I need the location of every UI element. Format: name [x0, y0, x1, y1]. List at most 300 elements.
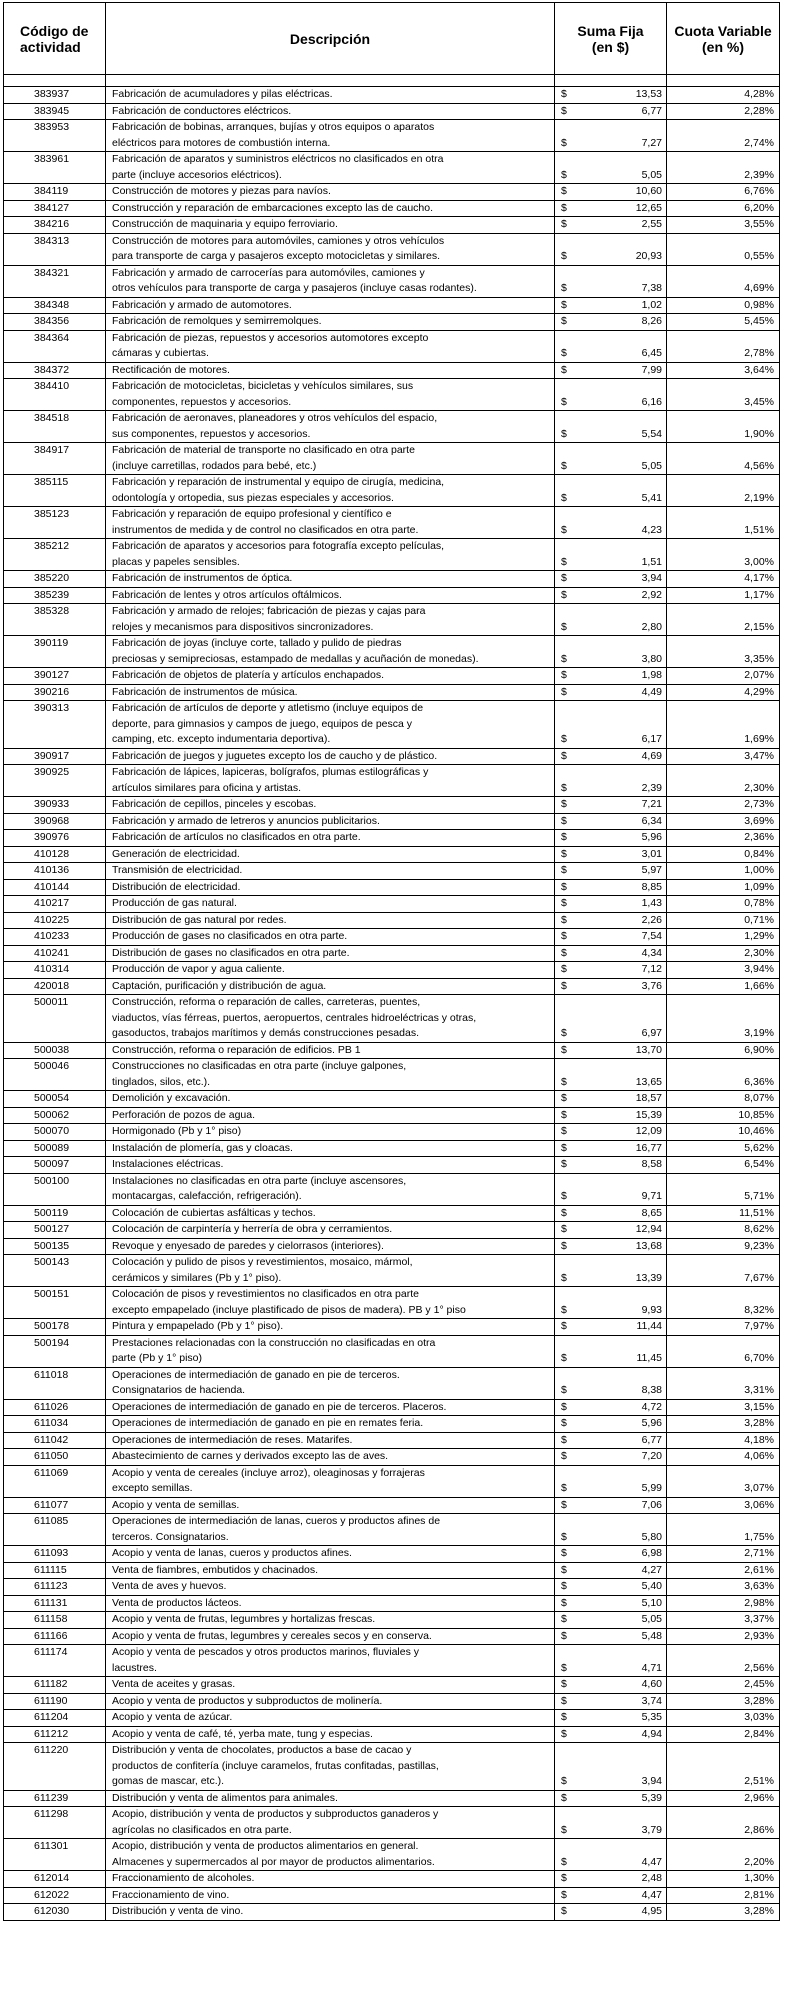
activity-code-cell: 611182 — [4, 1677, 106, 1694]
activity-code-cell: 611123 — [4, 1579, 106, 1596]
fixed-amount-cell — [555, 896, 667, 913]
variable-rate-cell: 2,30% — [667, 765, 780, 797]
currency-symbol: $ — [561, 1791, 567, 1804]
description-cell: Producción de gases no clasificados en otra parte. — [106, 929, 555, 946]
fixed-amount-cell — [555, 152, 667, 184]
fixed-amount-cell — [555, 1839, 667, 1871]
description-cell: Construcción de motores y piezas para navíos. — [106, 184, 555, 201]
variable-rate-cell: 2,81% — [667, 1887, 780, 1904]
fixed-amount-cell — [555, 1514, 667, 1546]
variable-rate-cell: 3,28% — [667, 1904, 780, 1921]
activity-code-cell: 500143 — [4, 1255, 106, 1287]
activity-code-cell: 611166 — [4, 1628, 106, 1645]
description-cell: Fabricación de piezas, repuestos y accesorios automotores excepto cámaras y cubiertas. — [106, 330, 555, 362]
table-row — [4, 571, 780, 588]
description-cell: Acopio y venta de cereales (incluye arroz), oleaginosas y forrajeras excepto semillas. — [106, 1465, 555, 1497]
fixed-amount-value: 3,80 — [641, 652, 662, 665]
variable-rate-cell: 3,37% — [667, 1612, 780, 1629]
variable-rate-cell: 2,51% — [667, 1743, 780, 1791]
variable-rate-cell: 2,15% — [667, 604, 780, 636]
activity-code-cell: 384410 — [4, 379, 106, 411]
activity-rates-table — [3, 2, 780, 1921]
description-cell: Fabricación de bobinas, arranques, bujías y otros equipos o aparatos eléctricos para motores de combustión interna. — [106, 120, 555, 152]
description-cell: Demolición y excavación. — [106, 1091, 555, 1108]
description-cell: Acopio y venta de productos y subproductos de molinería. — [106, 1693, 555, 1710]
currency-symbol: $ — [561, 1433, 567, 1446]
description-cell: Producción de gas natural. — [106, 896, 555, 913]
table-row — [4, 962, 780, 979]
table-row — [4, 1238, 780, 1255]
fixed-amount-value: 18,57 — [635, 1092, 662, 1104]
table-row — [4, 1726, 780, 1743]
currency-symbol: $ — [561, 1239, 567, 1252]
variable-rate-cell: 1,00% — [667, 863, 780, 880]
variable-rate-cell: 2,30% — [667, 945, 780, 962]
description-cell: Fabricación de acumuladores y pilas eléctricas. — [106, 87, 555, 104]
table-row — [4, 1432, 780, 1449]
description-cell: Acopio, distribución y venta de productos y subproductos ganaderos y agrícolas no clasificados en otra parte. — [106, 1807, 555, 1839]
activity-code-cell: 500135 — [4, 1238, 106, 1255]
currency-symbol: $ — [561, 798, 567, 810]
table-row — [4, 1091, 780, 1108]
fixed-amount-value: 3,79 — [641, 1823, 662, 1836]
currency-symbol: $ — [561, 1727, 567, 1740]
description-cell: Construcción, reforma o reparación de calles, carreteras, puentes, viaductos, vías férreas, puertos, aeropuertos, centrales hidroeléctricas y otras, gasoductos, trabajos marítimos y demás construcciones pesadas. — [106, 995, 555, 1043]
variable-rate-cell: 2,78% — [667, 330, 780, 362]
fixed-amount-value: 3,94 — [641, 572, 662, 584]
table-row — [4, 1465, 780, 1497]
description-cell: Acopio y venta de azúcar. — [106, 1710, 555, 1727]
currency-symbol: $ — [561, 979, 567, 992]
fixed-amount-cell — [555, 879, 667, 896]
currency-symbol: $ — [561, 218, 567, 230]
table-row — [4, 863, 780, 880]
fixed-amount-value: 13,65 — [635, 1075, 662, 1088]
activity-code-cell: 612022 — [4, 1887, 106, 1904]
table-row — [4, 929, 780, 946]
activity-code-cell: 611131 — [4, 1595, 106, 1612]
activity-code-cell: 383937 — [4, 87, 106, 104]
activity-code-cell: 500100 — [4, 1173, 106, 1205]
variable-rate-cell: 6,36% — [667, 1059, 780, 1091]
fixed-amount-cell — [555, 1612, 667, 1629]
variable-rate-cell: 3,45% — [667, 379, 780, 411]
currency-symbol: $ — [561, 814, 567, 827]
description-cell: Fabricación de lentes y otros artículos oftálmicos. — [106, 587, 555, 604]
table-row — [4, 701, 780, 749]
fixed-amount-cell — [555, 684, 667, 701]
fixed-amount-cell — [555, 1595, 667, 1612]
header-activity-code: Código de actividad — [4, 3, 106, 75]
variable-rate-cell: 3,28% — [667, 1693, 780, 1710]
currency-symbol: $ — [561, 749, 567, 762]
variable-rate-cell: 8,07% — [667, 1091, 780, 1108]
fixed-amount-value: 12,94 — [635, 1223, 662, 1235]
variable-rate-cell: 4,56% — [667, 443, 780, 475]
activity-code-cell: 384348 — [4, 297, 106, 314]
fixed-amount-value: 5,99 — [641, 1482, 662, 1494]
description-cell: Operaciones de intermediación de ganado en pie de terceros. Placeros. — [106, 1399, 555, 1416]
currency-symbol: $ — [561, 1223, 567, 1235]
description-cell: Operaciones de intermediación de ganado en pie de terceros. Consignatarios de hacienda. — [106, 1367, 555, 1399]
table-row — [4, 314, 780, 331]
activity-code-cell: 410217 — [4, 896, 106, 913]
fixed-amount-cell — [555, 587, 667, 604]
fixed-amount-cell — [555, 120, 667, 152]
currency-symbol: $ — [561, 395, 567, 408]
currency-symbol: $ — [561, 1629, 567, 1642]
description-cell: Construcciones no clasificadas en otra parte (incluye galpones, tinglados, silos, etc.). — [106, 1059, 555, 1091]
fixed-amount-cell — [555, 1238, 667, 1255]
table-row — [4, 846, 780, 863]
fixed-amount-cell — [555, 1416, 667, 1433]
table-row — [4, 636, 780, 668]
variable-rate-cell: 4,17% — [667, 571, 780, 588]
description-cell: Perforación de pozos de agua. — [106, 1107, 555, 1124]
table-row — [4, 1205, 780, 1222]
variable-rate-cell: 2,45% — [667, 1677, 780, 1694]
variable-rate-cell: 2,71% — [667, 1546, 780, 1563]
fixed-amount-value: 2,92 — [641, 588, 662, 601]
fixed-amount-cell — [555, 1335, 667, 1367]
fixed-amount-value: 13,70 — [635, 1043, 662, 1056]
activity-code-cell: 611085 — [4, 1514, 106, 1546]
currency-symbol: $ — [561, 1417, 567, 1429]
table-row — [4, 587, 780, 604]
fixed-amount-value: 8,26 — [641, 315, 662, 327]
description-cell: Colocación de carpintería y herrería de obra y cerramientos. — [106, 1222, 555, 1239]
description-cell: Fabricación de juegos y juguetes excepto los de caucho y de plástico. — [106, 748, 555, 765]
fixed-amount-cell — [555, 1319, 667, 1336]
fixed-amount-cell — [555, 863, 667, 880]
currency-symbol: $ — [561, 104, 567, 117]
description-cell: Abastecimiento de carnes y derivados excepto las de aves. — [106, 1449, 555, 1466]
currency-symbol: $ — [561, 1125, 567, 1137]
fixed-amount-value: 2,55 — [641, 218, 662, 230]
fixed-amount-value: 7,54 — [641, 930, 662, 942]
description-cell: Instalaciones eléctricas. — [106, 1157, 555, 1174]
currency-symbol: $ — [561, 1271, 567, 1284]
table-row — [4, 1887, 780, 1904]
currency-symbol: $ — [561, 1027, 567, 1039]
table-row — [4, 233, 780, 265]
activity-code-cell: 390933 — [4, 797, 106, 814]
variable-rate-cell: 1,17% — [667, 587, 780, 604]
activity-code-cell: 390313 — [4, 701, 106, 749]
fixed-amount-value: 8,85 — [641, 880, 662, 893]
description-cell: Producción de vapor y agua caliente. — [106, 962, 555, 979]
table-row — [4, 1546, 780, 1563]
currency-symbol: $ — [561, 1905, 567, 1917]
table-row — [4, 1042, 780, 1059]
currency-symbol: $ — [561, 1141, 567, 1154]
currency-symbol: $ — [561, 831, 567, 843]
table-row — [4, 1399, 780, 1416]
fixed-amount-value: 15,39 — [635, 1108, 662, 1121]
description-cell: Distribución y venta de vino. — [106, 1904, 555, 1921]
currency-symbol: $ — [561, 250, 567, 262]
fixed-amount-value: 4,34 — [641, 946, 662, 959]
fixed-amount-cell — [555, 1059, 667, 1091]
fixed-amount-value: 4,60 — [641, 1678, 662, 1690]
variable-rate-cell: 5,62% — [667, 1140, 780, 1157]
currency-symbol: $ — [561, 282, 567, 294]
currency-symbol: $ — [561, 1596, 567, 1609]
fixed-amount-cell — [555, 1628, 667, 1645]
fixed-amount-cell — [555, 1645, 667, 1677]
fixed-amount-value: 5,10 — [641, 1596, 662, 1609]
currency-symbol: $ — [561, 1661, 567, 1674]
fixed-amount-value: 6,34 — [641, 814, 662, 827]
activity-code-cell: 383961 — [4, 152, 106, 184]
variable-rate-cell: 5,71% — [667, 1173, 780, 1205]
fixed-amount-cell — [555, 1107, 667, 1124]
variable-rate-cell: 3,06% — [667, 1497, 780, 1514]
description-cell: Venta de aceites y grasas. — [106, 1677, 555, 1694]
description-cell: Operaciones de intermediación de reses. Matarifes. — [106, 1432, 555, 1449]
variable-rate-cell: 3,94% — [667, 962, 780, 979]
fixed-amount-value: 5,41 — [641, 491, 662, 504]
currency-symbol: $ — [561, 315, 567, 327]
fixed-amount-value: 7,99 — [641, 363, 662, 376]
currency-symbol: $ — [561, 781, 567, 794]
variable-rate-cell: 3,31% — [667, 1367, 780, 1399]
activity-code-cell: 384119 — [4, 184, 106, 201]
description-cell: Venta de productos lácteos. — [106, 1595, 555, 1612]
fixed-amount-value: 10,60 — [635, 185, 662, 197]
fixed-amount-cell — [555, 1677, 667, 1694]
activity-code-cell: 390925 — [4, 765, 106, 797]
variable-rate-cell: 2,84% — [667, 1726, 780, 1743]
activity-code-cell: 383945 — [4, 103, 106, 120]
fixed-amount-cell — [555, 87, 667, 104]
header-fixed-amount: Suma Fija (en $) — [555, 3, 667, 75]
description-cell: Fabricación de aparatos y suministros eléctricos no clasificados en otra parte (incluye accesorios eléctricos). — [106, 152, 555, 184]
table-header — [4, 3, 780, 75]
activity-code-cell: 500194 — [4, 1335, 106, 1367]
currency-symbol: $ — [561, 572, 567, 584]
currency-symbol: $ — [561, 1823, 567, 1836]
currency-symbol: $ — [561, 1303, 567, 1316]
fixed-amount-cell — [555, 846, 667, 863]
activity-code-cell: 611220 — [4, 1743, 106, 1791]
table-row — [4, 1693, 780, 1710]
variable-rate-cell: 3,63% — [667, 1579, 780, 1596]
activity-code-cell: 385328 — [4, 604, 106, 636]
fixed-amount-value: 5,05 — [641, 168, 662, 181]
description-cell: Instalación de plomería, gas y cloacas. — [106, 1140, 555, 1157]
description-cell: Distribución de gases no clasificados en otra parte. — [106, 945, 555, 962]
variable-rate-cell: 2,74% — [667, 120, 780, 152]
description-cell: Fabricación de joyas (incluye corte, tallado y pulido de piedras preciosas y semipreciosas, estampado de medallas y acuñación de monedas). — [106, 636, 555, 668]
variable-rate-cell: 4,28% — [667, 87, 780, 104]
table-row — [4, 1677, 780, 1694]
activity-code-cell: 611298 — [4, 1807, 106, 1839]
activity-code-cell: 410128 — [4, 846, 106, 863]
fixed-amount-value: 12,65 — [635, 201, 662, 214]
description-cell: Colocación de pisos y revestimientos no clasificados en otra parte excepto empapelado (incluye plastificado de pisos de madera). PB y 1° piso — [106, 1287, 555, 1319]
fixed-amount-cell — [555, 314, 667, 331]
fixed-amount-value: 7,06 — [641, 1498, 662, 1511]
fixed-amount-value: 2,39 — [641, 781, 662, 794]
description-cell: Fabricación de aparatos y accesorios para fotografía excepto películas, placas y papeles sensibles. — [106, 539, 555, 571]
table-row — [4, 1807, 780, 1839]
fixed-amount-cell — [555, 1287, 667, 1319]
fixed-amount-cell — [555, 1871, 667, 1888]
activity-code-cell: 611115 — [4, 1562, 106, 1579]
table-row — [4, 1059, 780, 1091]
variable-rate-cell: 2,56% — [667, 1645, 780, 1677]
description-cell: Construcción y reparación de embarcaciones excepto las de caucho. — [106, 200, 555, 217]
variable-rate-cell: 0,84% — [667, 846, 780, 863]
fixed-amount-value: 5,80 — [641, 1530, 662, 1543]
description-cell: Acopio y venta de frutas, legumbres y cereales secos y en conserva. — [106, 1628, 555, 1645]
fixed-amount-cell — [555, 184, 667, 201]
table-row — [4, 443, 780, 475]
currency-symbol: $ — [561, 1108, 567, 1121]
fixed-amount-cell — [555, 200, 667, 217]
variable-rate-cell: 9,23% — [667, 1238, 780, 1255]
currency-symbol: $ — [561, 1043, 567, 1056]
table-body — [4, 75, 780, 1921]
currency-symbol: $ — [561, 1775, 567, 1787]
fixed-amount-cell — [555, 1157, 667, 1174]
currency-symbol: $ — [561, 1158, 567, 1170]
description-cell: Fabricación de artículos de deporte y atletismo (incluye equipos de deporte, para gimnasios y campos de juego, equipos de pesca y camping, etc. excepto indumentaria deportiva). — [106, 701, 555, 749]
activity-code-cell: 500178 — [4, 1319, 106, 1336]
variable-rate-cell: 7,67% — [667, 1255, 780, 1287]
fixed-amount-cell — [555, 1255, 667, 1287]
table-row — [4, 87, 780, 104]
table-row — [4, 200, 780, 217]
fixed-amount-cell — [555, 604, 667, 636]
variable-rate-cell: 3,47% — [667, 748, 780, 765]
currency-symbol: $ — [561, 1190, 567, 1202]
activity-code-cell: 384518 — [4, 411, 106, 443]
currency-symbol: $ — [561, 847, 567, 860]
description-cell: Venta de fiambres, embutidos y chacinados. — [106, 1562, 555, 1579]
table-row — [4, 1579, 780, 1596]
header-description: Descripción — [106, 3, 555, 75]
fixed-amount-value: 3,74 — [641, 1694, 662, 1707]
fixed-amount-value: 5,39 — [641, 1791, 662, 1804]
fixed-amount-cell — [555, 1205, 667, 1222]
fixed-amount-value: 4,47 — [641, 1888, 662, 1901]
activity-code-cell: 611212 — [4, 1726, 106, 1743]
currency-symbol: $ — [561, 363, 567, 376]
fixed-amount-cell — [555, 1579, 667, 1596]
fixed-amount-cell — [555, 1904, 667, 1921]
activity-code-cell: 385212 — [4, 539, 106, 571]
header-variable-rate: Cuota Variable (en %) — [667, 3, 780, 75]
currency-symbol: $ — [561, 963, 567, 975]
currency-symbol: $ — [561, 1855, 567, 1868]
table-row — [4, 830, 780, 847]
fixed-amount-value: 1,43 — [641, 897, 662, 909]
description-cell: Construcción, reforma o reparación de edificios. PB 1 — [106, 1042, 555, 1059]
currency-symbol: $ — [561, 168, 567, 181]
fixed-amount-value: 6,77 — [641, 104, 662, 117]
table-row — [4, 604, 780, 636]
fixed-amount-value: 5,48 — [641, 1629, 662, 1642]
activity-code-cell: 410314 — [4, 962, 106, 979]
fixed-amount-value: 8,58 — [641, 1158, 662, 1170]
activity-code-cell: 500070 — [4, 1124, 106, 1141]
variable-rate-cell: 3,69% — [667, 813, 780, 830]
currency-symbol: $ — [561, 523, 567, 536]
table-row — [4, 379, 780, 411]
fixed-amount-value: 11,45 — [636, 1352, 662, 1364]
variable-rate-cell: 1,09% — [667, 879, 780, 896]
fixed-amount-value: 6,45 — [641, 347, 662, 359]
fixed-amount-value: 6,77 — [641, 1433, 662, 1446]
fixed-amount-cell — [555, 1497, 667, 1514]
description-cell: Generación de electricidad. — [106, 846, 555, 863]
variable-rate-cell: 2,98% — [667, 1595, 780, 1612]
table-row — [4, 330, 780, 362]
activity-code-cell: 500046 — [4, 1059, 106, 1091]
description-cell: Acopio y venta de café, té, yerba mate, tung y especias. — [106, 1726, 555, 1743]
fixed-amount-cell — [555, 1562, 667, 1579]
activity-code-cell: 384372 — [4, 362, 106, 379]
activity-code-cell: 385220 — [4, 571, 106, 588]
fixed-amount-value: 4,27 — [641, 1563, 662, 1576]
variable-rate-cell: 10,46% — [667, 1124, 780, 1141]
fixed-amount-cell — [555, 1367, 667, 1399]
fixed-amount-value: 5,54 — [641, 427, 662, 440]
variable-rate-cell: 2,07% — [667, 668, 780, 685]
variable-rate-cell: 2,28% — [667, 103, 780, 120]
description-cell: Transmisión de electricidad. — [106, 863, 555, 880]
currency-symbol: $ — [561, 347, 567, 359]
variable-rate-cell: 10,85% — [667, 1107, 780, 1124]
currency-symbol: $ — [561, 946, 567, 959]
activity-code-cell: 500097 — [4, 1157, 106, 1174]
activity-code-cell: 384364 — [4, 330, 106, 362]
fixed-amount-cell — [555, 929, 667, 946]
description-cell: Acopio, distribución y venta de productos alimentarios en general. Almacenes y supermercados al por mayor de productos alimentarios. — [106, 1839, 555, 1871]
fixed-amount-value: 6,97 — [641, 1027, 662, 1039]
description-cell: Venta de aves y huevos. — [106, 1579, 555, 1596]
description-cell: Fabricación y armado de letreros y anuncios publicitarios. — [106, 813, 555, 830]
activity-rates-page — [3, 2, 779, 1921]
activity-code-cell: 611204 — [4, 1710, 106, 1727]
fixed-amount-cell — [555, 297, 667, 314]
description-cell: Construcción de maquinaria y equipo ferroviario. — [106, 217, 555, 234]
table-row — [4, 1124, 780, 1141]
fixed-amount-cell — [555, 1140, 667, 1157]
description-cell: Instalaciones no clasificadas en otra parte (incluye ascensores, montacargas, calefacción, refrigeración). — [106, 1173, 555, 1205]
fixed-amount-cell — [555, 636, 667, 668]
currency-symbol: $ — [561, 733, 567, 745]
activity-code-cell: 390968 — [4, 813, 106, 830]
activity-code-cell: 384917 — [4, 443, 106, 475]
activity-code-cell: 385239 — [4, 587, 106, 604]
description-cell: Fabricación de remolques y semirremolques. — [106, 314, 555, 331]
activity-code-cell: 410241 — [4, 945, 106, 962]
currency-symbol: $ — [561, 1450, 567, 1462]
table-row — [4, 1140, 780, 1157]
fixed-amount-cell — [555, 1726, 667, 1743]
variable-rate-cell: 2,61% — [667, 1562, 780, 1579]
table-row — [4, 765, 780, 797]
fixed-amount-value: 4,49 — [641, 685, 662, 698]
activity-code-cell: 611042 — [4, 1432, 106, 1449]
variable-rate-cell: 6,90% — [667, 1042, 780, 1059]
variable-rate-cell: 4,29% — [667, 684, 780, 701]
variable-rate-cell: 3,55% — [667, 217, 780, 234]
activity-code-cell: 390119 — [4, 636, 106, 668]
